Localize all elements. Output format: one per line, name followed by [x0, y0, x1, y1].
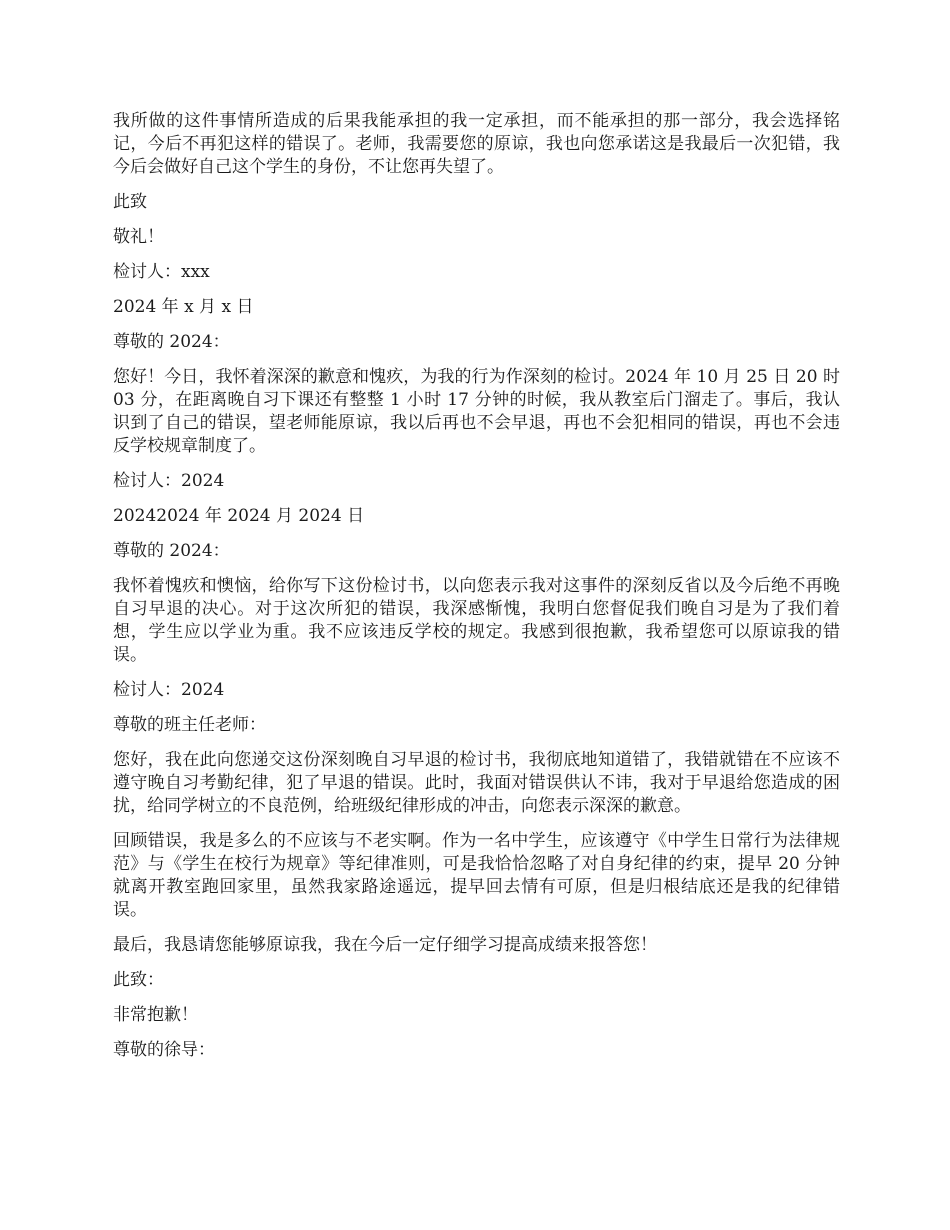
- paragraph-body: 回顾错误，我是多么的不应该与不老实啊。作为一名中学生，应该遵守《中学生日常行为法律规范》与《学生在校行为规章》等纪律准则，可是我恰恰忽略了对自身纪律的约束，提早 20 分钟就离开教室跑回家里，虽然我家路途遥远，提早回去情有可原，但是归根结底还是我的纪律错误。: [113, 831, 840, 920]
- signature-author: 检讨人：xxx: [113, 262, 210, 282]
- signature-date: 20242024 年 2024 月 2024 日: [113, 506, 365, 526]
- paragraph-body: 您好，我在此向您递交这份深刻晚自习早退的检讨书，我彻底地知道错了，我错就错在不应该不遵守晚自习考勤纪律，犯了早退的错误。此时，我面对错误供认不讳，我对于早退给您造成的困扰，给同学树立的不良范例，给班级纪律形成的冲击，向您表示深深的歉意。: [113, 750, 840, 816]
- salutation-jingli: 敬礼！: [113, 227, 164, 247]
- letter-greeting: 尊敬的 2024：: [113, 332, 230, 352]
- paragraph-body: 最后，我恳请您能够原谅我，我在今后一定仔细学习提高成绩来报答您！: [113, 935, 657, 955]
- signature-author: 检讨人：2024: [113, 471, 225, 491]
- salutation-cizhi: 此致：: [113, 970, 164, 990]
- salutation-cizhi: 此致: [113, 192, 147, 212]
- salutation-apology: 非常抱歉！: [113, 1005, 198, 1025]
- signature-date: 2024 年 x 月 x 日: [113, 297, 254, 317]
- paragraph-body: 您好！今日，我怀着深深的歉意和愧疚，为我的行为作深刻的检讨。2024 年 10 月 25 日 20 时 03 分，在距离晚自习下课还有整整 1 小时 17 分钟的时候，我从教室后门溜走了。事后，我认识到了自己的错误，望老师能原谅，我以后再也不会早退，再也不会犯相同的错误，再也不会违反学校规章制度了。: [113, 367, 840, 456]
- document-body: [113, 110, 840, 1074]
- signature-author: 检讨人：2024: [113, 680, 225, 700]
- letter-greeting: 尊敬的班主任老师：: [113, 715, 266, 735]
- paragraph-closing-promise: 我所做的这件事情所造成的后果我能承担的我一定承担，而不能承担的那一部分，我会选择铭记，今后不再犯这样的错误了。老师，我需要您的原谅，我也向您承诺这是我最后一次犯错，我今后会做好自己这个学生的身份，不让您再失望了。: [113, 111, 840, 177]
- letter-greeting: 尊敬的 2024：: [113, 541, 230, 561]
- paragraph-body: 我怀着愧疚和懊恼，给你写下这份检讨书，以向您表示我对这事件的深刻反省以及今后绝不再晚自习早退的决心。对于这次所犯的错误，我深感惭愧，我明白您督促我们晚自习是为了我们着想，学生应以学业为重。我不应该违反学校的规定。我感到很抱歉，我希望您可以原谅我的错误。: [113, 576, 840, 665]
- letter-greeting: 尊敬的徐导：: [113, 1040, 215, 1060]
